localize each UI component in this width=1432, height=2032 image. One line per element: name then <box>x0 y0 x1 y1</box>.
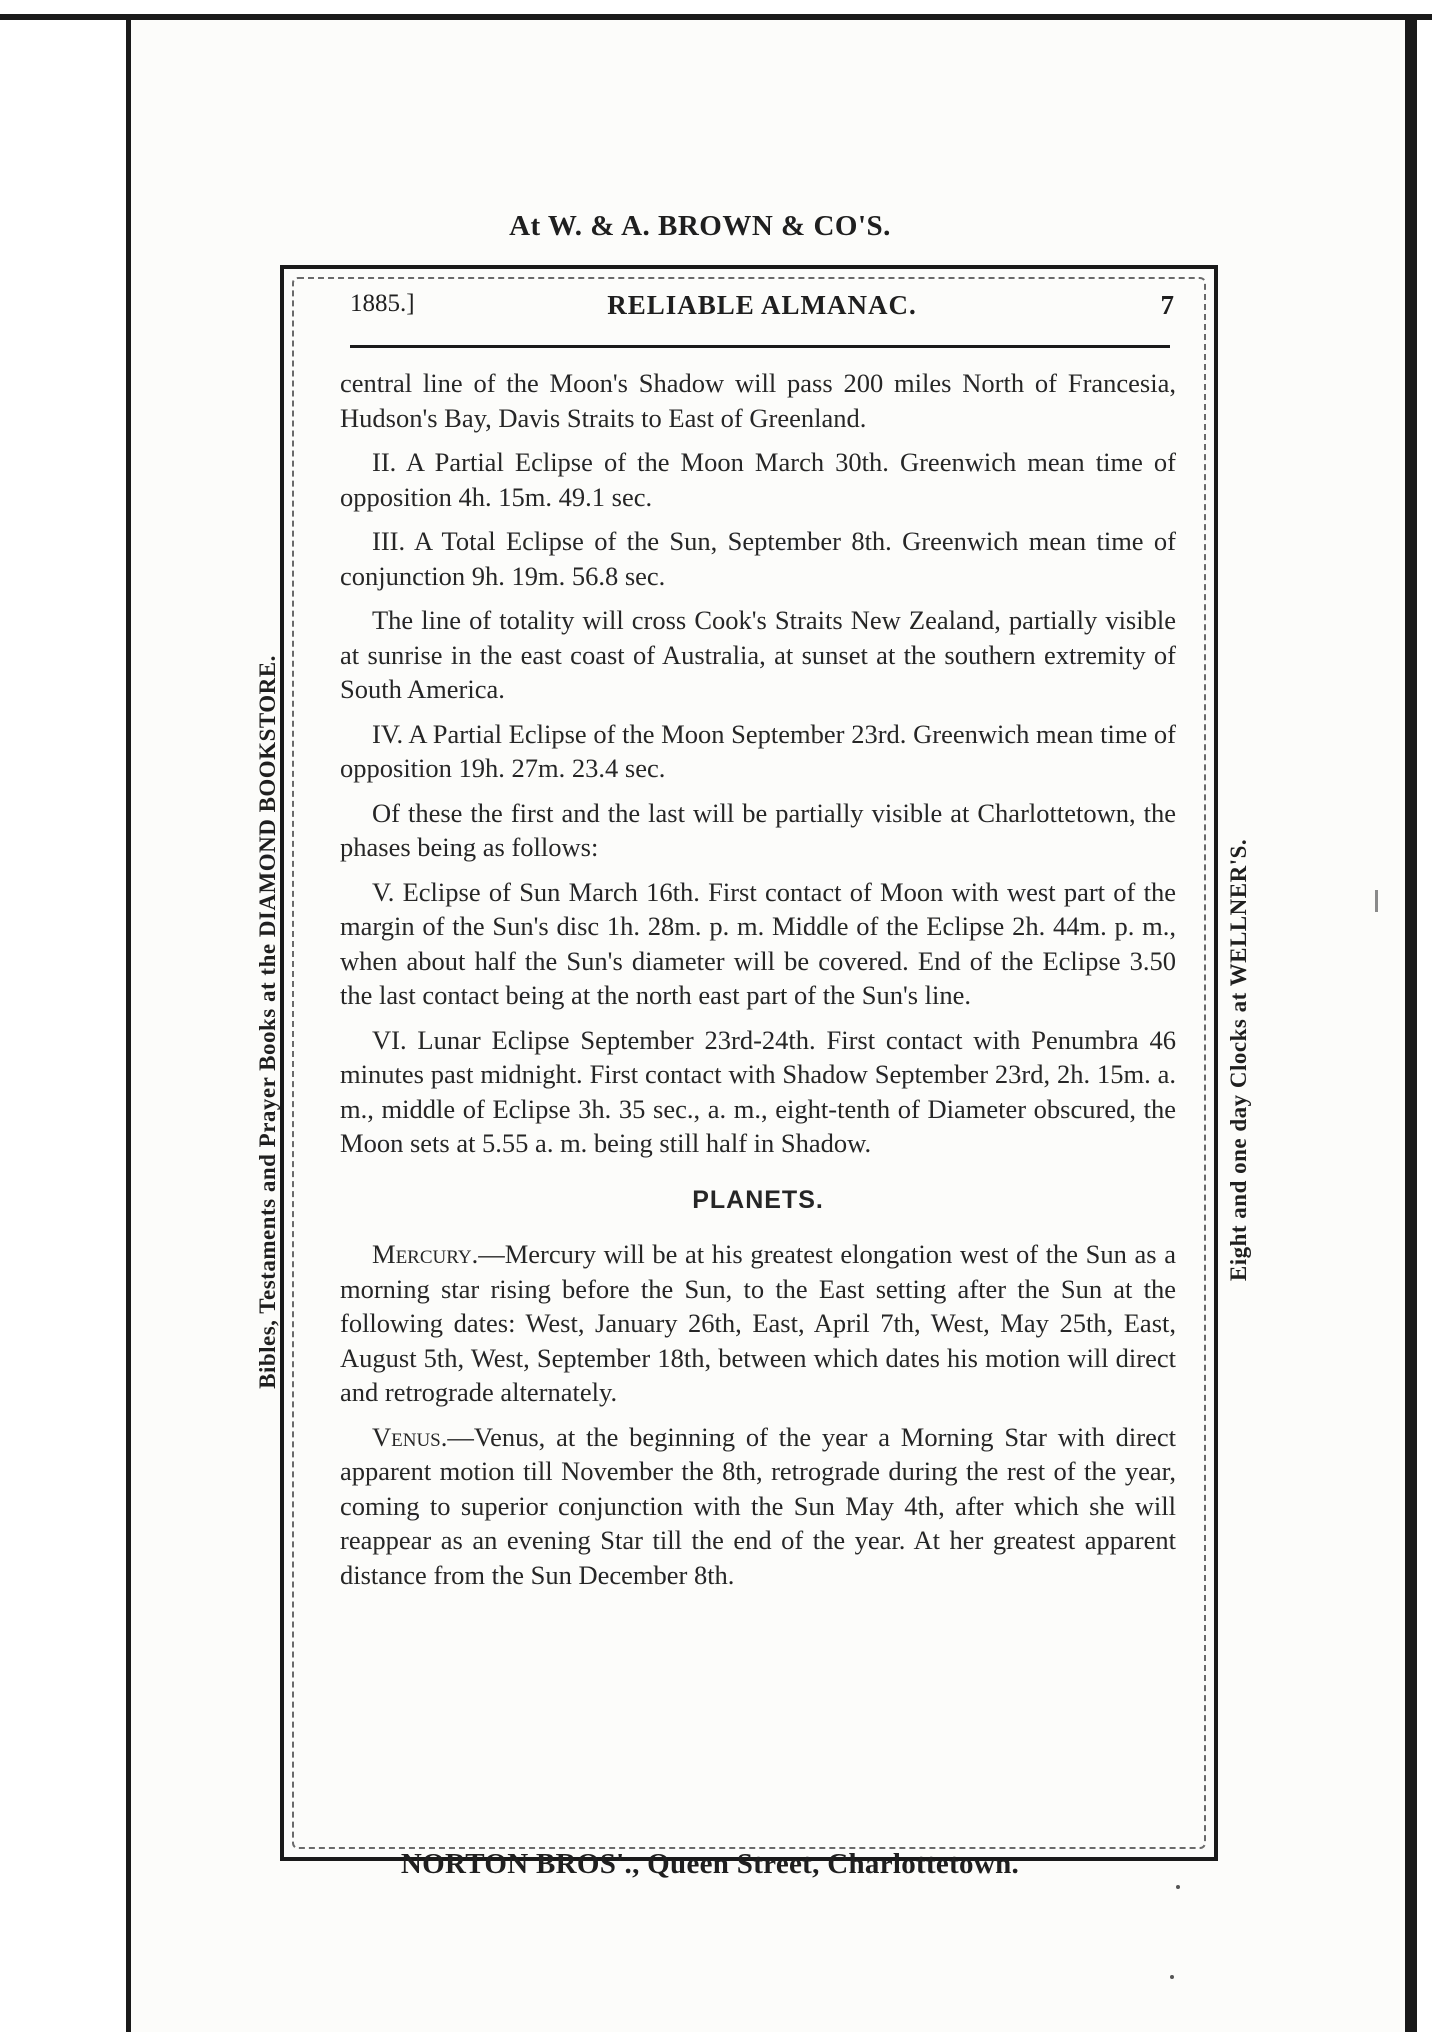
header-advertisement: At W. & A. BROWN & CO'S. <box>509 210 891 242</box>
paragraph: II. A Partial Eclipse of the Moon March 30th. Greenwich mean time of opposition 4h. 15m. 49.1 sec. <box>340 447 1176 512</box>
article-body <box>340 366 1176 1602</box>
paragraph: Of these the first and the last will be partially visible at Charlottetown, the phases being as follows: <box>340 797 1176 862</box>
mercury-text: —Mercury will be at his greatest elongation west of the Sun as a morning star rising before the Sun, to the East setting after the Sun at the following dates: West, January 26th, East, April 7th, West, May 25th, East, August 5th, West, September 18th, between which dates his motion will direct and retrograde alternately. <box>340 1239 1176 1407</box>
scan-speck <box>1176 1885 1180 1889</box>
header-rule <box>350 345 1170 348</box>
paragraph: VI. Lunar Eclipse September 23rd-24th. First contact with Penumbra 46 minutes past midnight. First contact with Shadow September 23rd, 2h. 15m. a. m., middle of Eclipse 3h. 35 sec., a. m., eight-tenth of Diameter obscured, the Moon sets at 5.55 a. m. being still half in Shadow. <box>340 1024 1176 1158</box>
paragraph: IV. A Partial Eclipse of the Moon September 23rd. Greenwich mean time of opposition 19h. 27m. 23.4 sec. <box>340 718 1176 783</box>
binding-edge <box>126 18 131 2032</box>
paragraph-venus <box>340 1420 1176 1593</box>
section-heading-planets: PLANETS. <box>692 1185 824 1214</box>
scan-right-edge <box>1405 14 1417 2032</box>
footer-advertisement: NORTON BROS'., Queen Street, Charlottetown. <box>400 1848 1020 1880</box>
running-head-year: 1885.] <box>350 290 415 317</box>
page-number: 7 <box>1160 290 1174 320</box>
paragraph: III. A Total Eclipse of the Sun, September 8th. Greenwich mean time of conjunction 9h. 19m. 56.8 sec. <box>340 526 1176 591</box>
right-side-advertisement: Eight and one day Clocks at WELLNER'S. <box>1226 838 1251 1282</box>
scan-mark <box>1375 890 1378 912</box>
scan-speck <box>1170 1975 1174 1979</box>
paragraph-mercury <box>340 1237 1176 1410</box>
planet-name-venus: Venus. <box>372 1421 448 1452</box>
planet-name-mercury: Mercury. <box>372 1239 479 1269</box>
left-side-advertisement: Bibles, Testaments and Prayer Books at the DIAMOND BOOKSTORE. <box>255 655 280 1389</box>
venus-text: —Venus, at the beginning of the year a Morning Star with direct apparent motion till November the 8th, retrograde during the rest of the year, coming to superior conjunction with the Sun May 4th, after which she will reappear as an evening Star till the end of the year. At her greatest apparent distance from the Sun December 8th. <box>340 1421 1176 1590</box>
paragraph: V. Eclipse of Sun March 16th. First contact of Moon with west part of the margin of the Sun's disc 1h. 28m. p. m. Middle of the Eclipse 2h. 44m. p. m., when about half the Sun's diameter will be covered. End of the Eclipse 3.50 the last contact being at the north east part of the Sun's line. <box>340 876 1176 1010</box>
running-head-title: RELIABLE ALMANAC. <box>607 290 917 320</box>
paragraph: central line of the Moon's Shadow will pass 200 miles North of Francesia, Hudson's Bay, Davis Straits to East of Greenland. <box>340 368 1176 433</box>
paragraph: The line of totality will cross Cook's Straits New Zealand, partially visible at sunrise in the east coast of Australia, at sunset at the southern extremity of South America. <box>340 605 1176 704</box>
running-head <box>350 290 1174 330</box>
